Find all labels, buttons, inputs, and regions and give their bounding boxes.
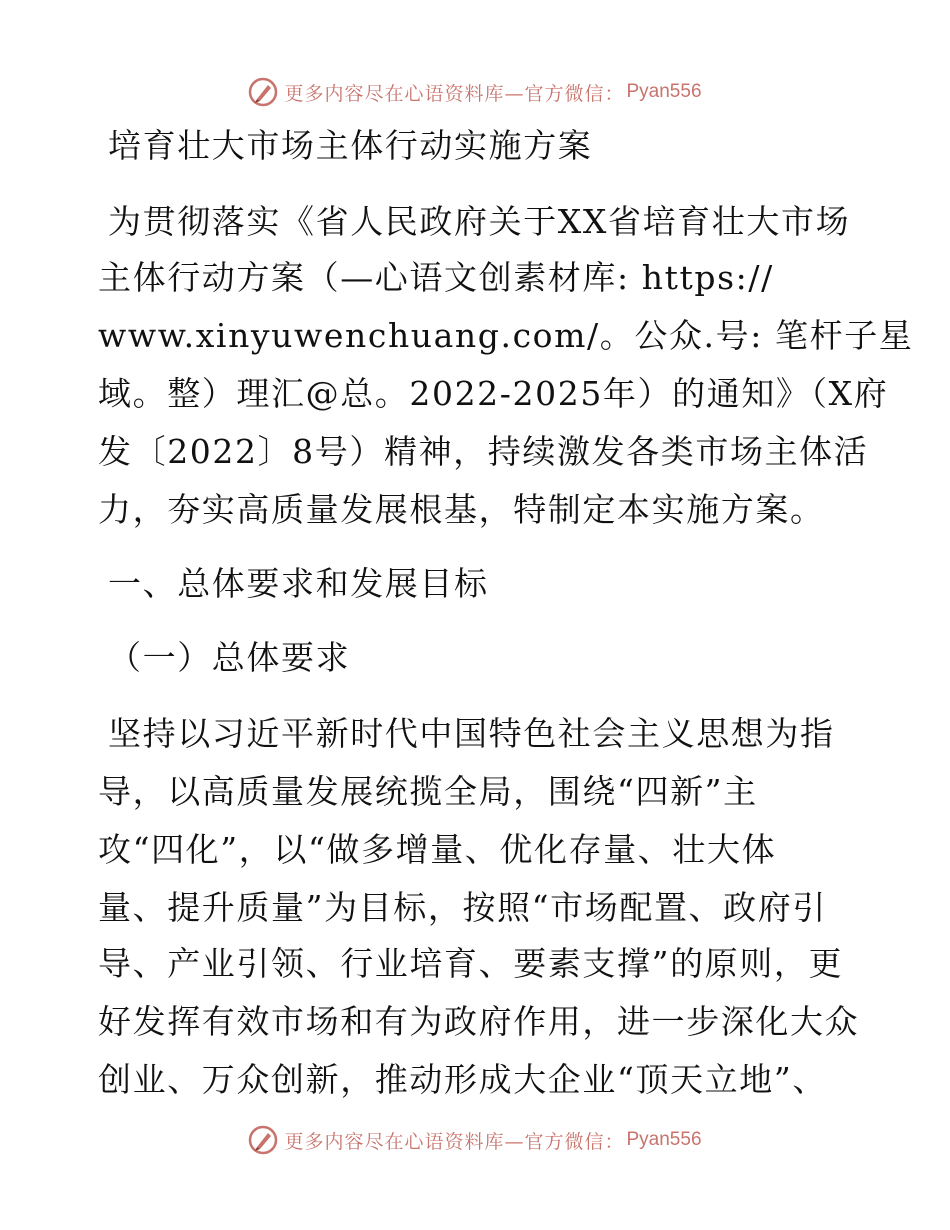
body-line: 导，以高质量发展统揽全局，围绕“四新”主: [98, 772, 758, 811]
banner-text: 更多内容尽在心语资料库: [284, 82, 505, 105]
banner-text: 更多内容尽在心语资料库: [284, 1130, 505, 1153]
section-heading: 一、总体要求和发展目标: [108, 564, 489, 603]
pen-logo-icon: [248, 1125, 278, 1155]
intro-line: 主体行动方案（—心语文创素材库: https://: [98, 258, 774, 297]
body-line: 导、产业引领、行业培育、要素支撑”的原则，更: [98, 944, 844, 983]
banner-wechat-id: Pyan556: [626, 1129, 702, 1150]
body-line: 好发挥有效市场和有为政府作用，进一步深化大众: [98, 1002, 860, 1041]
intro-line: www.xinyuwenchuang.com/。公众.号: 笔杆子星: [98, 316, 914, 355]
body-line: 坚持以习近平新时代中国特色社会主义思想为指: [108, 714, 835, 753]
body-line: 量、提升质量”为目标，按照“市场配置、政府引: [98, 888, 827, 927]
banner-wechat-label: —官方微信：: [504, 1130, 625, 1153]
intro-line: 域。整）理汇@总。2022-2025年）的通知》（X府: [98, 374, 889, 413]
intro-line: 发〔2022〕8号）精神，持续激发各类市场主体活: [98, 432, 869, 471]
subsection-heading: （一）总体要求: [108, 638, 351, 677]
body-line: 创业、万众创新，推动形成大企业“顶天立地”、: [98, 1060, 827, 1099]
footer-watermark-banner: [0, 1120, 950, 1160]
banner-wechat-id: Pyan556: [626, 81, 702, 102]
body-line: 攻“四化”，以“做多增量、优化存量、壮大体: [98, 830, 777, 869]
page-title: 培育壮大市场主体行动实施方案: [108, 126, 593, 165]
header-watermark-banner: [0, 72, 950, 112]
pen-logo-icon: [248, 77, 278, 107]
banner-wechat-label: —官方微信：: [504, 82, 625, 105]
intro-line: 力，夯实高质量发展根基，特制定本实施方案。: [98, 490, 825, 529]
intro-line: 为贯彻落实《省人民政府关于XX省培育壮大市场: [108, 202, 851, 241]
